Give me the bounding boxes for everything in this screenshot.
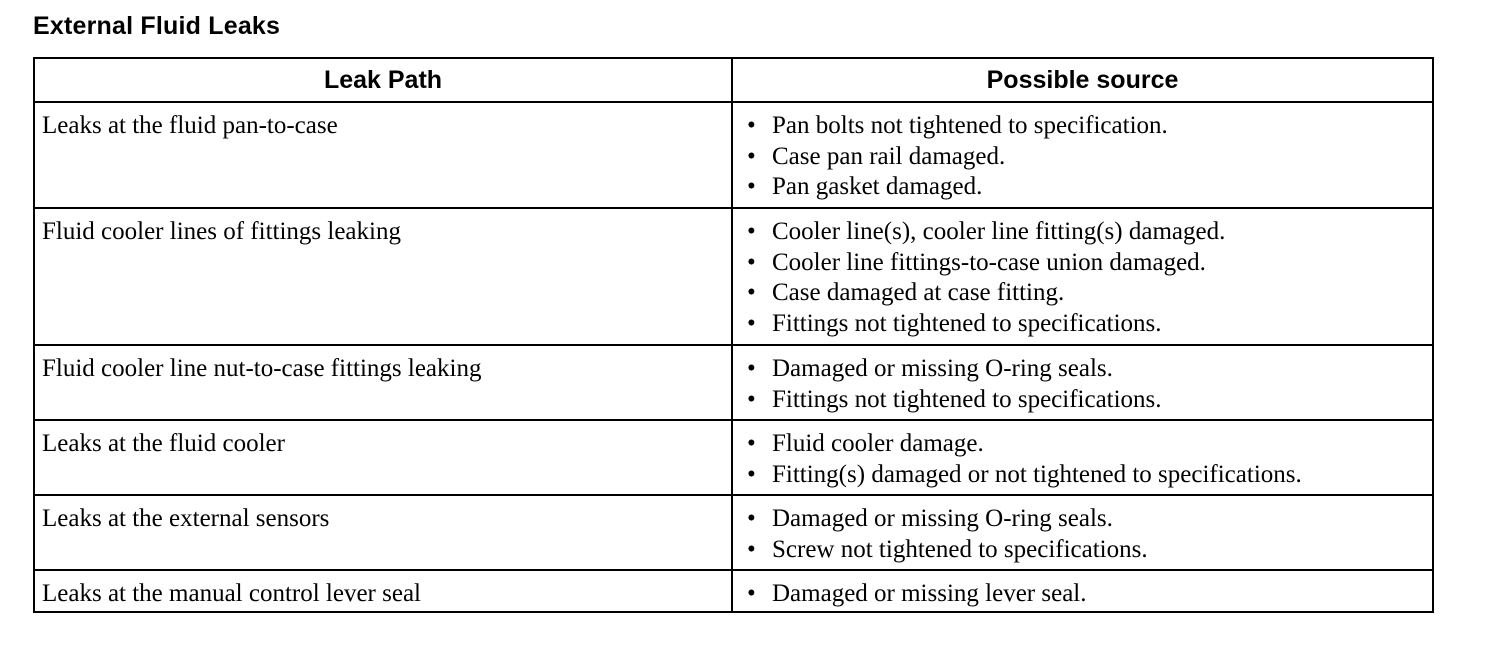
source-item (747, 309, 1432, 340)
source-list (733, 496, 1432, 565)
bullet-icon: • (747, 142, 756, 170)
source-item (747, 429, 1432, 460)
source-text: Cooler line fittings-to-case union damaged. (772, 248, 1206, 276)
table-row (34, 570, 1433, 612)
possible-source-cell (732, 420, 1433, 495)
leak-path-text: Leaks at the fluid pan-to-case (42, 112, 338, 139)
bullet-icon: • (747, 279, 756, 306)
bullet-icon: • (747, 218, 756, 245)
source-text: Pan bolts not tightened to specification. (772, 112, 1168, 139)
table-row (34, 345, 1433, 420)
possible-source-cell (732, 102, 1433, 208)
bullet-icon: • (747, 309, 756, 337)
source-item (747, 278, 1432, 309)
source-text: Damaged or missing O-ring seals. (772, 505, 1113, 532)
leak-path-cell (34, 102, 732, 208)
source-item (747, 111, 1432, 142)
table-header-row (34, 58, 1433, 102)
column-header-possible-source: Possible source (732, 58, 1433, 102)
bullet-icon: • (747, 112, 756, 139)
source-text: Case pan rail damaged. (772, 142, 1006, 170)
source-text: Damaged or missing O-ring seals. (772, 355, 1113, 382)
bullet-icon: • (747, 580, 756, 607)
possible-source-cell (732, 208, 1433, 345)
bullet-icon: • (747, 505, 756, 532)
possible-source-cell (732, 345, 1433, 420)
table-row (34, 102, 1433, 208)
leak-path-cell (34, 420, 732, 495)
source-item (747, 142, 1432, 173)
bullet-icon: • (747, 460, 756, 488)
leak-table (33, 57, 1434, 613)
source-list (733, 571, 1432, 610)
leak-path-text: Leaks at the manual control lever seal (42, 580, 422, 607)
leak-path-text: Fluid cooler line nut-to-case fittings leaking (42, 355, 482, 382)
column-header-leak-path: Leak Path (34, 58, 732, 102)
leak-path-text: Leaks at the fluid cooler (42, 430, 285, 457)
source-text: Damaged or missing lever seal. (772, 580, 1087, 607)
bullet-icon: • (747, 430, 756, 457)
source-text: Case damaged at case fitting. (772, 279, 1065, 306)
source-list (733, 421, 1432, 490)
source-item (747, 504, 1432, 535)
bullet-icon: • (747, 355, 756, 382)
source-list (733, 103, 1432, 203)
bullet-icon: • (747, 173, 756, 200)
source-text: Fluid cooler damage. (772, 430, 984, 457)
source-list (733, 209, 1432, 339)
bullet-icon: • (747, 248, 756, 276)
source-text: Fittings not tightened to specifications. (772, 385, 1162, 413)
leak-path-cell (34, 345, 732, 420)
source-item (747, 460, 1432, 491)
source-item (747, 535, 1432, 566)
table-row (34, 420, 1433, 495)
leak-path-text: Fluid cooler lines of fittings leaking (42, 218, 401, 245)
leak-path-text: Leaks at the external sensors (42, 505, 330, 532)
leak-path-cell (34, 208, 732, 345)
bullet-icon: • (747, 535, 756, 563)
source-item (747, 172, 1432, 203)
source-text: Pan gasket damaged. (772, 173, 983, 200)
source-text: Fittings not tightened to specifications. (772, 309, 1162, 337)
source-text: Fitting(s) damaged or not tightened to specifications. (772, 460, 1302, 488)
possible-source-cell (732, 570, 1433, 612)
source-item (747, 385, 1432, 416)
source-item (747, 248, 1432, 279)
source-text: Screw not tightened to specifications. (772, 535, 1148, 563)
leak-path-cell (34, 570, 732, 612)
source-text: Cooler line(s), cooler line fitting(s) damaged. (772, 218, 1226, 245)
source-item (747, 217, 1432, 248)
source-list (733, 346, 1432, 415)
bullet-icon: • (747, 385, 756, 413)
possible-source-cell (732, 495, 1433, 570)
table-row (34, 208, 1433, 345)
table-row (34, 495, 1433, 570)
source-item (747, 579, 1432, 610)
page-title: External Fluid Leaks (33, 12, 281, 40)
source-item (747, 354, 1432, 385)
leak-path-cell (34, 495, 732, 570)
